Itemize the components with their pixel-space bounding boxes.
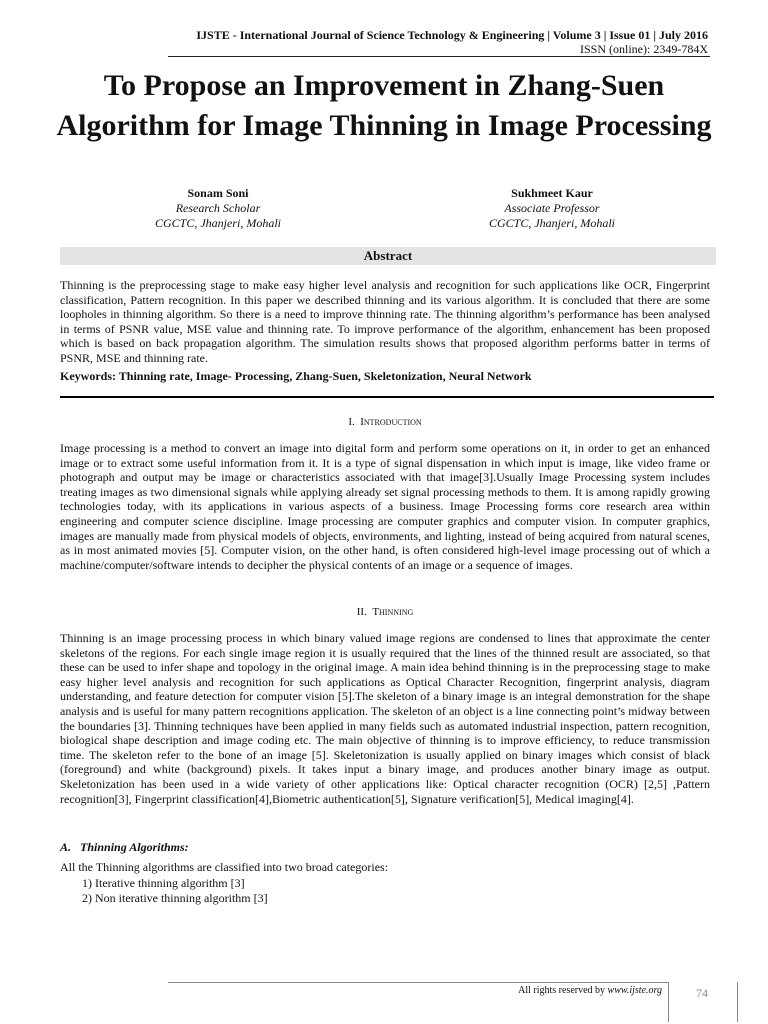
section-heading-introduction — [60, 415, 710, 429]
keywords: Keywords: Thinning rate, Image- Processing, Zhang-Suen, Skeletonization, Neural Network — [60, 369, 532, 383]
author-block-1 — [68, 186, 368, 231]
abstract-heading: Abstract — [60, 247, 716, 265]
list-item: 1) Iterative thinning algorithm [3] — [82, 876, 245, 890]
section-title: Thinning — [372, 606, 414, 618]
section-number: I. — [348, 416, 355, 428]
thinning-text: Thinning is an image processing process in which binary valued image regions are condensed to lines that approximate the center skeletons of the regions. For each single image region it is usually required that the lines of the thinned result are associated, so that these can be used to infer shape and topology in the original image. A main idea behind thinning is in the preprocessing stage to make easy higher level analysis and recognition for such applications as Optical Character Recognition, fingerprint analysis, diagram understanding, and feature detection for computer vision [5].The skeleton of a binary image is an integral demonstration for the shape analysis and is useful for many pattern recognitions application. The skeleton of an object is a line connecting point’s midway between the boundaries [3]. Thinning techniques have been applied in many fields such as automated industrial inspection, pattern recognition, biological shape description and image coding etc. The main objective of thinning is to improve efficiency, to reduce transmission time. The skeleton refer to the bone of an image [5]. Skeletonization is usually applied on binary images which consist of black (foreground) and white (background) pixels. It takes input a binary image, and produces another binary image as output. Skeletonization has been used in a wide variety of other applications like: Optical character recognition (OCR) [2,5] ,Pattern recognition[3], Fingerprint classification[4],Biometric authentication[5], Signature verification[5], Medical imaging[4]. — [60, 631, 710, 806]
footer-rule — [168, 982, 668, 983]
issn-line: ISSN (online): 2349-784X — [580, 42, 708, 56]
introduction-text: Image processing is a method to convert an image into digital form and perform some operations on it, in order to get an enhanced image or to extract some useful information from it. It is a type of signal dispensation in which input is image, like video frame or photograph and output may be image or characteristics associated with that image[3].Usually Image Processing system includes treating images as two dimensional signals while applying already set signal processing methods to them. It is among rapidly growing technologies today, with its applications in various aspects of a business. Image Processing forms core research area within engineering and computer science discipline. Image processing are computer graphics and computer vision. In computer graphics, images are manually made from physical models of objects, environments, and lighting, instead of being acquired from natural scenes, as in most animated movies [5]. Computer vision, on the other hand, is often considered high-level image processing out of which a machine/computer/software intends to decipher the physical contents of an image or a sequence of images. — [60, 441, 710, 572]
abstract-text: Thinning is the preprocessing stage to make easy higher level analysis and recognition for such applications like OCR, Fingerprint classification, Pattern recognition. In this paper we described thinning and its various algorithm. It is concluded that there are some loopholes in thinning algorithm. So there is a need to improve thinning rate. The thinning algorithm’s performance has been analysed in terms of PSNR value, MSE value and thinning rate. To improve performance of the algorithm, enhancement has been proposed which is based on back propagation algorithm. The simulation results shows that proposed algorithm performs batter in terms of PSNR, MSE and thinning rate. — [60, 278, 710, 365]
section-title: Introduction — [360, 416, 422, 428]
author-name: Sukhmeet Kaur — [511, 186, 593, 200]
paper-title: To Propose an Improvement in Zhang-Suen Algorithm for Image Thinning in Image Processing — [56, 69, 712, 142]
header-rule — [168, 56, 710, 57]
author-affiliation: CGCTC, Jhanjeri, Mohali — [488, 216, 615, 230]
subsection-label: A. — [60, 840, 72, 854]
journal-header: IJSTE - International Journal of Science Technology & Engineering | Volume 3 | Issue 01 | July 2016 — [196, 28, 708, 42]
author-block-2 — [402, 186, 702, 231]
author-role: Associate Professor — [504, 201, 600, 215]
section-heading-thinning — [60, 605, 710, 619]
subsection-title: Thinning Algorithms: — [80, 840, 189, 854]
abstract-divider — [60, 396, 714, 398]
author-role: Research Scholar — [175, 201, 261, 215]
page-number: 74 — [696, 986, 708, 1000]
subsection-heading — [60, 840, 189, 854]
list-item: 2) Non iterative thinning algorithm [3] — [82, 891, 268, 905]
author-name: Sonam Soni — [187, 186, 249, 200]
subsection-intro: All the Thinning algorithms are classified into two broad categories: — [60, 860, 389, 874]
rights-text: All rights reserved by — [518, 985, 608, 996]
footer-rights — [440, 985, 662, 996]
site-link[interactable]: www.ijste.org — [607, 985, 662, 996]
section-number: II. — [356, 606, 367, 618]
author-affiliation: CGCTC, Jhanjeri, Mohali — [154, 216, 281, 230]
